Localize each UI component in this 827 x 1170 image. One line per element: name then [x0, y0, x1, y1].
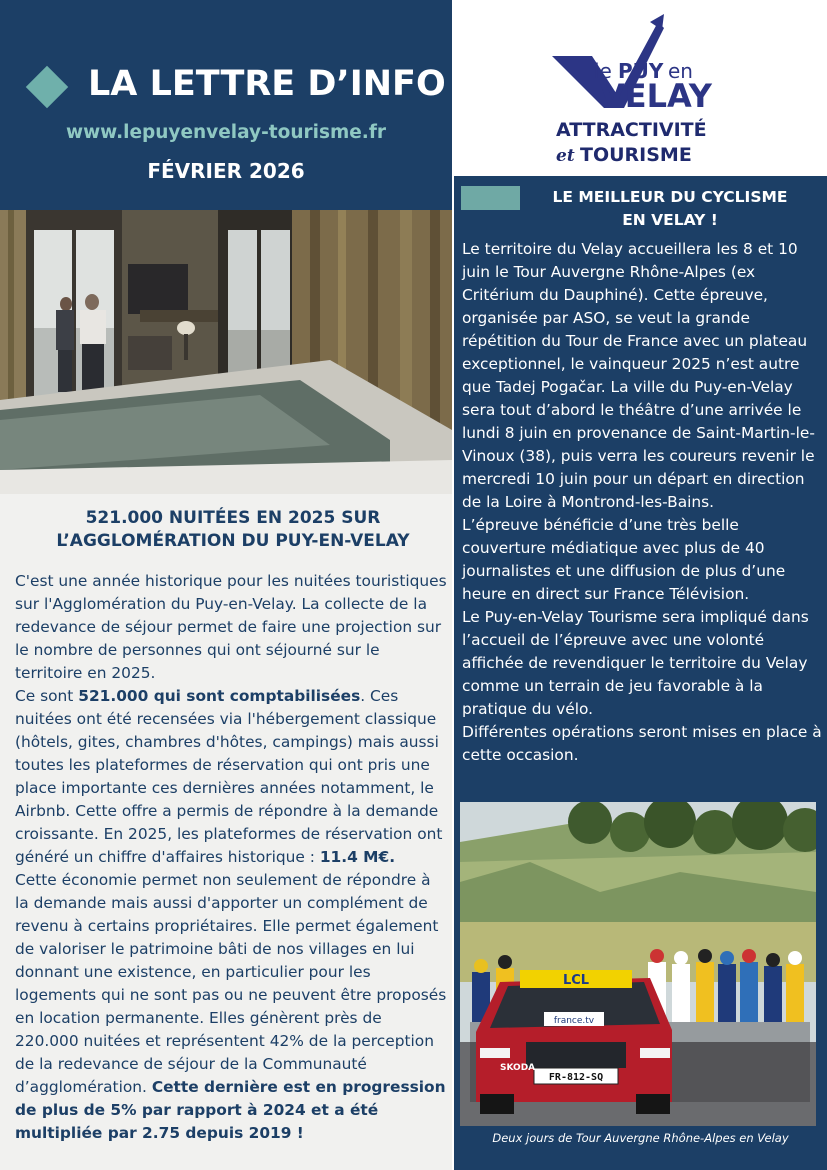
logo-en: en — [668, 59, 693, 83]
logo-tourisme: TOURISME — [580, 144, 692, 166]
logo-attractivite: ATTRACTIVITÉ — [556, 119, 707, 141]
right-paragraph-1: Le territoire du Velay accueillera les 8 et 10 juin le Tour Auvergne Rhône-Alpes (ex Critérium du Dauphiné). Cette épreuve, organisée par ASO, se veut la grande répétition du Tour de France avec un plateau exceptionnel, le vainqueur 2025 n’est autre que Tadej Pogačar. La ville du Puy-en-Velay sera tout d’abord le théâtre d’une arrivée le lundi 8 juin en provenance de Saint-Martin-le-Vinoux (38), puis verra les coureurs revenir le mercredi 10 juin pour un départ en direction de la Loire à Montrond-les-Bains. — [462, 240, 815, 511]
right-title-line2: EN VELAY ! — [622, 211, 718, 229]
left-article-title — [0, 507, 466, 553]
logo-velay: VELAY — [600, 77, 712, 115]
logo-graphic — [454, 0, 827, 176]
logo-et: et — [556, 146, 575, 166]
right-paragraph-4: Différentes opérations seront mises en place à cette occasion. — [462, 723, 822, 764]
right-article-title — [520, 186, 820, 232]
race-car — [476, 970, 672, 1114]
right-title-line1: LE MEILLEUR DU CYCLISME — [552, 188, 788, 206]
car-plate-text: FR-812-SQ — [548, 1072, 604, 1083]
logo-puy: PUY — [618, 59, 664, 83]
left-article-body — [15, 570, 447, 1145]
teal-accent-bar — [461, 186, 520, 210]
left-paragraph-2: Ce sont 521.000 qui sont comptabilisées. Ces nuitées ont été recensées via l'hébergement classique (hôtels, gites, chambres d'hôtes, campings) mais aussi toutes les plateformes de réservation qui ont pris une place importante ces dernières années notamment, le Airbnb. Cette offre a permis de répondre à la demande croissante. En 2025, les plateformes de réservation ont généré un chiffre d'affaires historique : 11.4 M€. — [15, 687, 443, 866]
right-paragraph-3: Le Puy-en-Velay Tourisme sera impliqué dans l’accueil de l’épreuve avec une volonté affichée de revendiquer le territoire du Velay comme un terrain de jeu favorable à la pratique du vélo. — [462, 608, 809, 718]
left-title-line1: 521.000 NUITÉES EN 2025 SUR — [85, 508, 381, 528]
car-brand-left: SKODA — [500, 1063, 536, 1073]
photo-caption: Deux jours de Tour Auvergne Rhône-Alpes en Velay — [492, 1131, 789, 1145]
website-link[interactable]: www.lepuyenvelay-tourisme.fr — [65, 122, 387, 143]
left-paragraph-3: Cette économie permet non seulement de répondre à la demande mais aussi d'apporter un complément de revenu à certains propriétaires. Elle permet également de valoriser le patrimoine bâti de nos villages en lui donnant une existence, en particulier pour les logements qui ne sont pas ou ne peuvent être proposés en location permanente. Elles génèrent près de 220.000 nuitées et représentent 42% de la perception de la redevance de séjour de la Communauté d’agglomération. Cette dernière est en progression de plus de 5% par rapport à 2024 et a été multipliée par 2.75 depuis 2019 ! — [15, 871, 447, 1142]
logo-le: le — [594, 59, 612, 83]
logo — [454, 0, 827, 176]
cycling-race-photo — [460, 802, 816, 1126]
car-sticker-text: france.tv — [553, 1016, 595, 1026]
newsletter-title: LA LETTRE D’INFO — [88, 64, 446, 104]
hotel-room-photo — [0, 210, 452, 494]
left-paragraph-1: C'est une année historique pour les nuitées touristiques sur l'Agglomération du Puy-en-Velay. La collecte de la redevance de séjour permet de faire une projection sur le nombre de personnes qui ont séjourné sur le territoire en 2025. — [15, 572, 447, 682]
right-article-body — [462, 238, 822, 767]
left-title-line2: L’AGGLOMÉRATION DU PUY-EN-VELAY — [56, 531, 410, 551]
right-paragraph-2: L’épreuve bénéficie d’une très belle couverture médiatique avec plus de 40 journalistes et une diffusion de plus d’une heure en direct sur France Télévision. — [462, 516, 786, 603]
issue-date: FÉVRIER 2026 — [147, 159, 305, 183]
car-banner-text: LCL — [562, 973, 590, 988]
